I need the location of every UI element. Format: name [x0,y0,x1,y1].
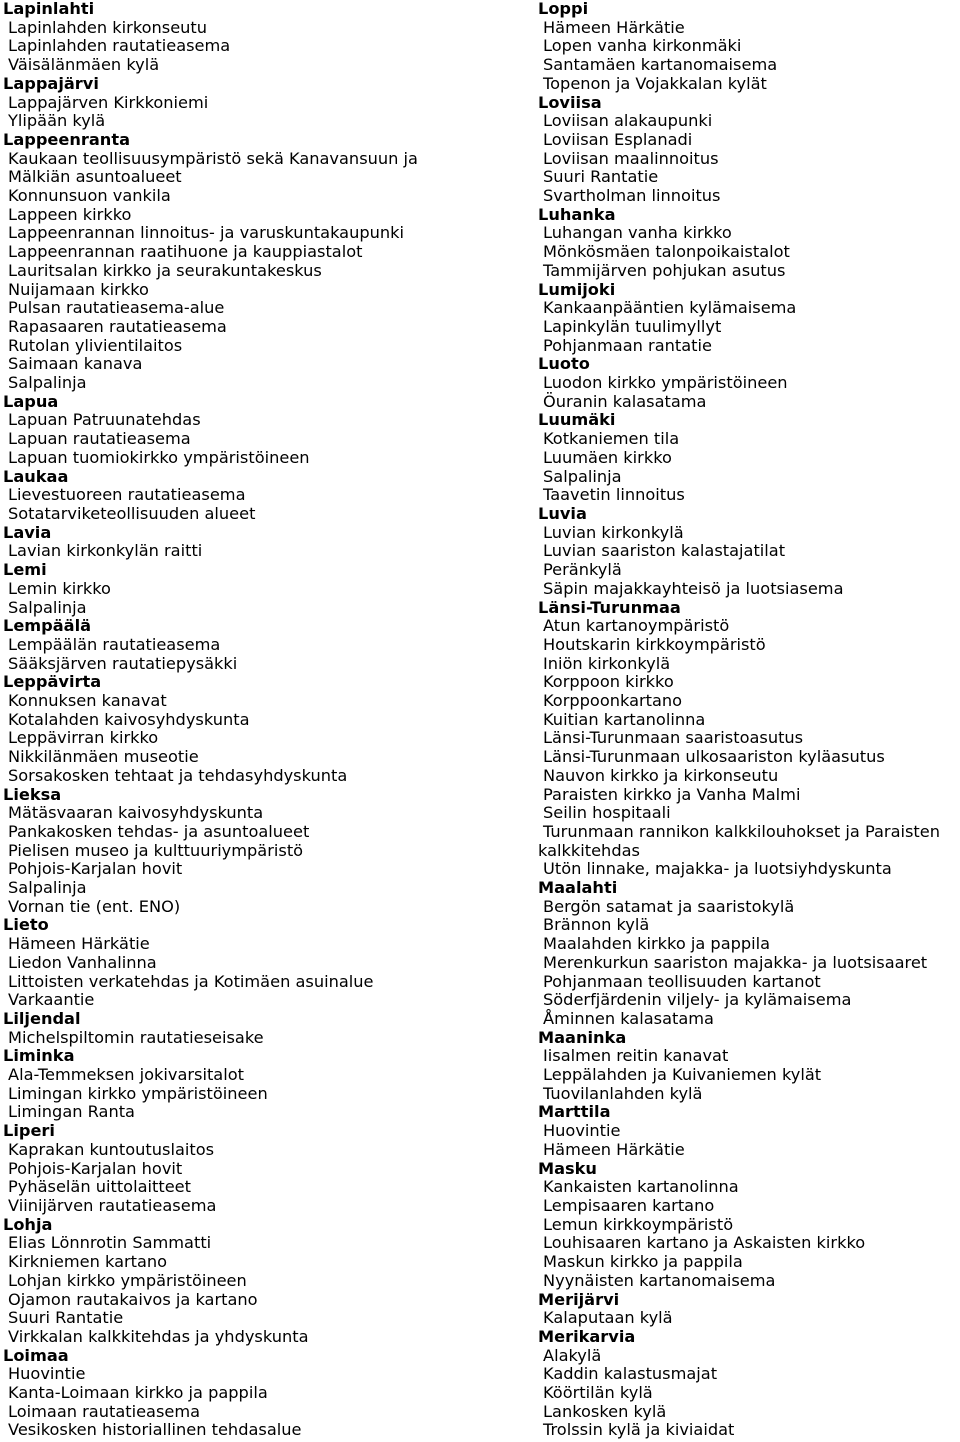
site-entry: Lapinlahden kirkonseutu [8,17,208,37]
site-entry: Trolssin kylä ja kiviaidat [543,1420,735,1440]
site-entry: Öuranin kalasatama [543,391,707,411]
site-entry: Lappeenrannan linnoitus- ja varuskuntakaupunki [8,223,405,243]
site-entry: Lemin kirkko [8,578,111,598]
site-entry-continuation: kalkkitehdas [538,840,640,860]
site-entry: Kotalahden kaivosyhdyskunta [8,709,250,729]
site-entry: Ojamon rautakaivos ja kartano [8,1289,258,1309]
site-entry: Kankaanpääntien kylämaisema [543,298,797,318]
site-entry: Loviisan alakaupunki [543,111,713,131]
site-entry: Peränkylä [543,560,622,580]
municipality-heading: Lempäälä [3,616,92,636]
municipality-heading: Luumäki [538,410,616,430]
site-entry: Bergön satamat ja saaristokylä [543,896,795,916]
site-entry: Åminnen kalasatama [543,1008,714,1028]
site-entry: Nikkilänmäen museotie [8,747,199,767]
site-entry: Lappeen kirkko [8,204,132,224]
site-entry: Elias Lönnrotin Sammatti [8,1233,212,1253]
municipality-heading: Lapinlahti [3,0,95,18]
site-entry: Mönkösmäen talonpoikaistalot [543,242,790,262]
site-entry: Länsi-Turunmaan ulkosaariston kyläasutus [543,747,885,767]
site-entry: Lapuan rautatieasema [8,429,191,449]
site-entry: Leppävirran kirkko [8,728,159,748]
site-entry: Väisälänmäen kylä [8,55,160,75]
site-entry: Lopen vanha kirkonmäki [543,36,742,56]
site-entry: Hämeen Härkätie [543,17,685,37]
municipality-heading: Lemi [3,560,47,580]
site-entry: Svartholman linnoitus [543,186,721,206]
site-entry: Nauvon kirkko ja kirkonseutu [543,765,779,785]
site-entry: Hämeen Härkätie [543,1139,685,1159]
site-entry: Pohjanmaan teollisuuden kartanot [543,971,821,991]
municipality-heading: Lumijoki [538,279,616,299]
site-entry: Pulsan rautatieasema-alue [8,298,225,318]
site-entry: Louhisaaren kartano ja Askaisten kirkko [543,1233,866,1253]
site-entry: Brännon kylä [543,915,650,935]
site-entry: Seilin hospitaali [543,803,671,823]
site-entry: Atun kartanoympäristö [543,616,730,636]
site-entry: Lavian kirkonkylän raitti [8,541,203,561]
site-entry: Lapuan Patruunatehdas [8,410,201,430]
municipality-heading: Liperi [3,1121,55,1141]
municipality-heading: Merikarvia [538,1326,636,1346]
right-column [538,0,958,1440]
site-entry: Kaddin kalastusmajat [543,1364,718,1384]
site-entry: Konnuksen kanavat [8,691,167,711]
municipality-heading: Lieto [3,915,49,935]
site-entry: Sääksjärven rautatiepysäkki [8,653,238,673]
site-entry: Liedon Vanhalinna [8,952,157,972]
site-entry: Luvian kirkonkylä [543,522,684,542]
site-entry: Ylipään kylä [8,111,106,131]
municipality-heading: Maaninka [538,1027,627,1047]
site-entry: Lapuan tuomiokirkko ympäristöineen [8,447,310,467]
site-entry: Kalaputaan kylä [543,1308,673,1328]
municipality-heading: Luhanka [538,204,616,224]
municipality-heading: Lapua [3,391,59,411]
municipality-heading: Lavia [3,522,52,542]
site-entry: Kankaisten kartanolinna [543,1177,739,1197]
site-entry: Houtskarin kirkkoympäristö [543,634,766,654]
municipality-heading: Laukaa [3,466,69,486]
site-entry: Turunmaan rannikon kalkkilouhokset ja Paraisten [543,821,940,841]
site-entry: Saimaan kanava [8,354,143,374]
site-entry: Loimaan rautatieasema [8,1401,201,1421]
site-entry: Michelspiltomin rautatieseisake [8,1027,264,1047]
municipality-heading: Marttila [538,1102,611,1122]
municipality-heading: Lieksa [3,784,62,804]
site-entry: Salpalinja [8,878,87,898]
site-entry: Topenon ja Vojakkalan kylät [543,73,767,93]
site-entry: Lievestuoreen rautatieasema [8,485,246,505]
municipality-heading: Lappajärvi [3,73,99,93]
site-entry: Maalahden kirkko ja pappila [543,934,771,954]
site-entry: Lempäälän rautatieasema [8,634,221,654]
site-entry: Salpalinja [8,597,87,617]
site-entry: Ala-Temmeksen jokivarsitalot [8,1065,244,1085]
site-entry: Sorsakosken tehtaat ja tehdasyhdyskunta [8,765,348,785]
site-entry: Lappajärven Kirkkoniemi [8,92,209,112]
site-entry: Lemun kirkkoympäristö [543,1214,734,1234]
left-column [3,0,528,1440]
municipality-heading: Liljendal [3,1008,81,1028]
site-entry: Lankosken kylä [543,1401,667,1421]
municipality-heading: Loppi [538,0,589,18]
site-entry: Kanta-Loimaan kirkko ja pappila [8,1383,268,1403]
site-entry: Hämeen Härkätie [8,934,150,954]
site-entry: Länsi-Turunmaan saaristoasutus [543,728,804,748]
municipality-heading: Merijärvi [538,1289,620,1309]
site-entry: Lauritsalan kirkko ja seurakuntakeskus [8,260,322,280]
municipality-heading: Lappeenranta [3,129,130,149]
site-entry: Viinijärven rautatieasema [8,1196,217,1215]
site-entry: Maskun kirkko ja pappila [543,1252,743,1272]
site-entry: Tammijärven pohjukan asutus [543,260,786,280]
site-entry: Loviisan Esplanadi [543,129,693,149]
site-entry: Korppoonkartano [543,691,683,711]
site-entry: Nyynäisten kartanomaisema [543,1270,776,1290]
municipality-heading: Liminka [3,1046,75,1066]
site-entry: Lapinlahden rautatieasema [8,36,231,56]
municipality-heading: Luoto [538,354,590,374]
site-entry: Pyhäselän uittolaitteet [8,1177,191,1197]
site-entry: Lapinkylän tuulimyllyt [543,316,722,336]
site-entry: Kaprakan kuntoutuslaitos [8,1139,215,1159]
site-entry: Köörtilän kylä [543,1383,653,1403]
site-entry: Iisalmen reitin kanavat [543,1046,729,1066]
site-entry: Alakylä [543,1345,602,1365]
site-entry: Lohjan kirkko ympäristöineen [8,1270,247,1290]
site-entry: Iniön kirkonkylä [543,653,671,673]
site-entry: Mälkiän asuntoalueet [8,167,182,187]
site-entry: Huovintie [8,1364,86,1384]
site-entry: Pohjois-Karjalan hovit [8,1158,183,1178]
site-entry: Säpin majakkayhteisö ja luotsiasema [543,578,844,598]
site-entry: Limingan kirkko ympäristöineen [8,1083,268,1103]
municipality-heading: Luvia [538,503,587,523]
site-entry: Luumäen kirkko [543,447,672,467]
site-entry: Lappeenrannan raatihuone ja kauppiastalot [8,242,363,262]
municipality-heading: Loimaa [3,1345,69,1365]
site-entry: Salpalinja [8,373,87,393]
site-entry: Pankakosken tehdas- ja asuntoalueet [8,821,310,841]
site-entry: Paraisten kirkko ja Vanha Malmi [543,784,801,804]
site-entry: Utön linnake, majakka- ja luotsiyhdyskunta [543,859,892,879]
site-entry: Pohjois-Karjalan hovit [8,859,183,879]
site-entry: Korppoon kirkko [543,672,674,692]
site-entry: Rutolan ylivientilaitos [8,335,183,355]
municipality-heading: Lohja [3,1214,53,1234]
site-entry: Littoisten verkatehdas ja Kotimäen asuinalue [8,971,374,991]
site-entry: Rapasaaren rautatieasema [8,316,227,336]
site-entry: Huovintie [543,1121,621,1141]
site-entry: Kuitian kartanolinna [543,709,706,729]
site-entry: Tuovilanlahden kylä [543,1083,703,1103]
site-entry: Loviisan maalinnoitus [543,148,719,168]
site-entry: Söderfjärdenin viljely- ja kylämaisema [543,990,852,1010]
site-entry: Limingan Ranta [8,1102,135,1122]
site-entry: Varkaantie [8,990,95,1010]
site-entry: Sotatarviketeollisuuden alueet [8,503,256,523]
site-entry: Kaukaan teollisuusympäristö sekä Kanavansuun ja [8,148,418,168]
site-entry: Pohjanmaan rantatie [543,335,712,355]
site-entry: Suuri Rantatie [543,167,659,187]
municipality-heading: Masku [538,1158,597,1178]
site-entry: Luvian saariston kalastajatilat [543,541,786,561]
site-entry: Vesikosken historiallinen tehdasalue [8,1420,302,1440]
site-entry: Salpalinja [543,466,622,486]
site-entry: Nuijamaan kirkko [8,279,149,299]
site-entry: Taavetin linnoitus [543,485,685,505]
site-entry: Kotkaniemen tila [543,429,680,449]
municipality-heading: Maalahti [538,878,618,898]
site-entry: Kirkniemen kartano [8,1252,168,1272]
site-entry: Suuri Rantatie [8,1308,124,1328]
site-entry: Lempisaaren kartano [543,1196,715,1215]
site-entry: Konnunsuon vankila [8,186,171,206]
site-entry: Luodon kirkko ympäristöineen [543,373,788,393]
site-entry: Santamäen kartanomaisema [543,55,778,75]
site-entry: Merenkurkun saariston majakka- ja luotsisaaret [543,952,928,972]
site-entry: Luhangan vanha kirkko [543,223,732,243]
site-entry: Pielisen museo ja kulttuuriympäristö [8,840,304,860]
municipality-heading: Leppävirta [3,672,102,692]
municipality-heading: Länsi-Turunmaa [538,597,681,617]
site-entry: Leppälahden ja Kuivaniemen kylät [543,1065,822,1085]
site-entry: Vornan tie (ent. ENO) [8,896,181,916]
site-entry: Virkkalan kalkkitehdas ja yhdyskunta [8,1326,309,1346]
municipality-heading: Loviisa [538,92,602,112]
site-entry: Mätäsvaaran kaivosyhdyskunta [8,803,264,823]
